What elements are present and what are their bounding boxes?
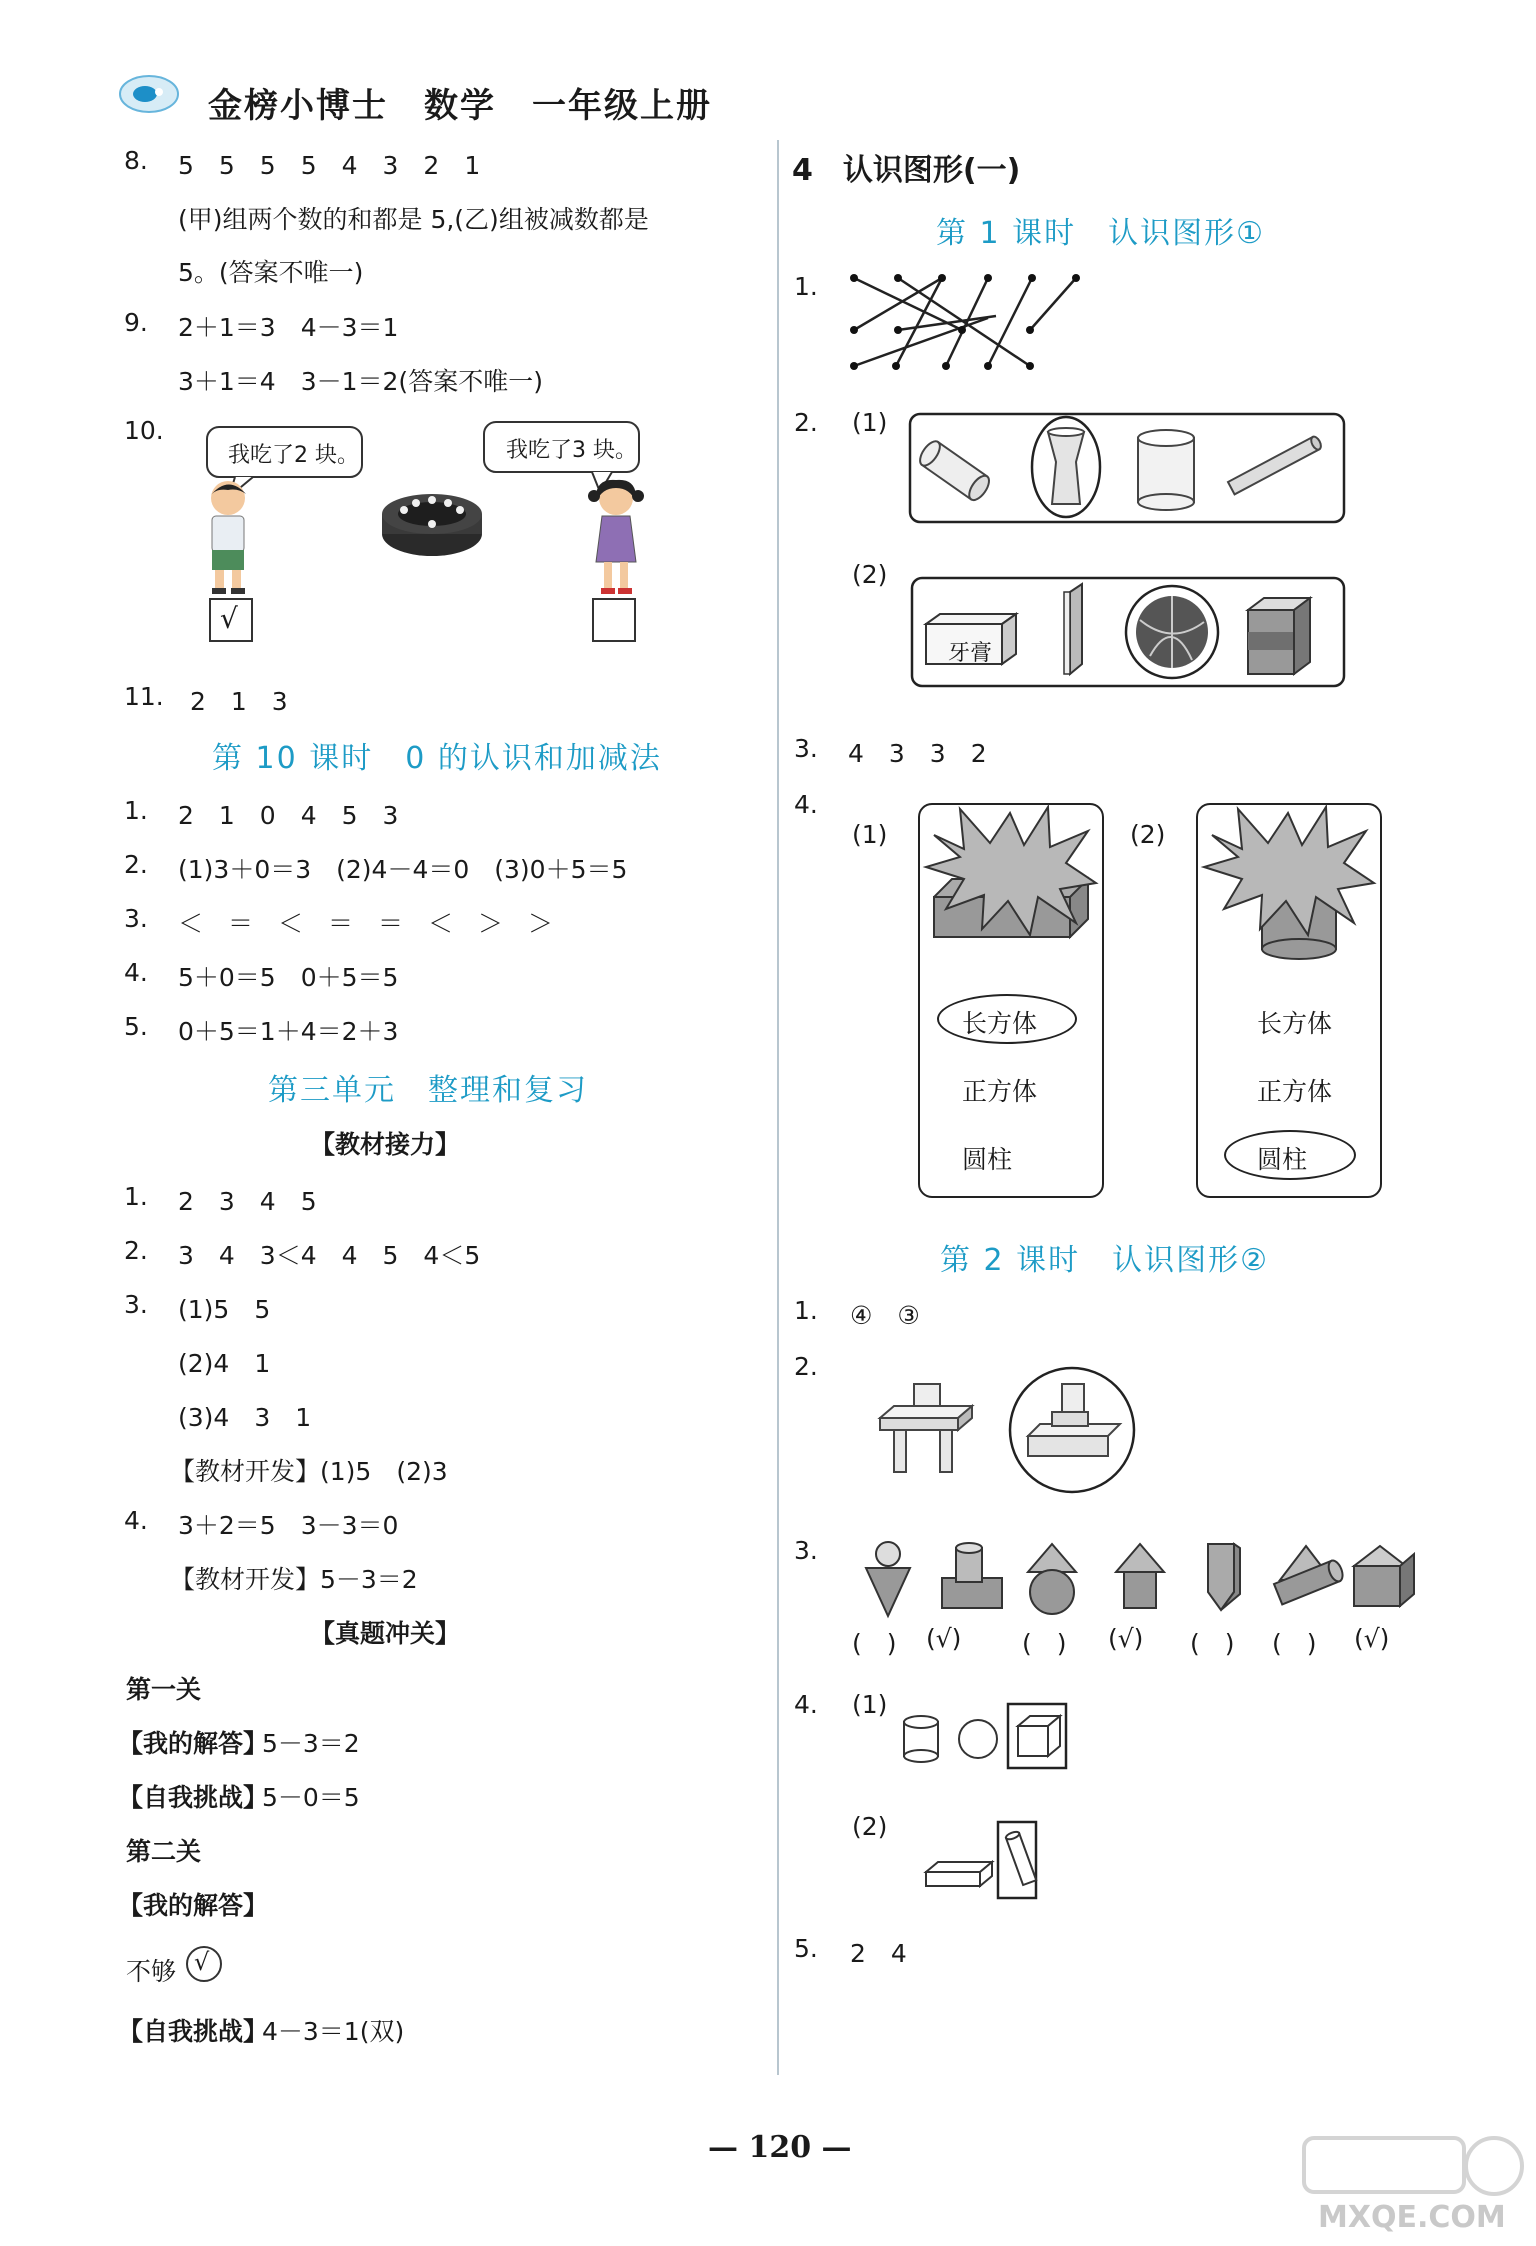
r2-number: 2. bbox=[794, 408, 818, 437]
s3-mark: (√) bbox=[1354, 1624, 1390, 1653]
r3-text: 4 3 3 2 bbox=[848, 739, 987, 768]
lesson2-title: 第 2 课时 认识图形② bbox=[940, 1243, 1270, 1278]
l10-1-num: 1. bbox=[124, 796, 148, 825]
r2-sub1: (1) bbox=[852, 408, 888, 437]
r4-card1-opt1: 长方体 bbox=[962, 1009, 1038, 1038]
jc-3-text: (1)5 5 bbox=[178, 1295, 271, 1324]
q10-number: 10. bbox=[124, 416, 164, 445]
s3-number: 3. bbox=[794, 1536, 818, 1565]
jc-4b-text: 【教材开发】5－3＝2 bbox=[170, 1565, 418, 1594]
s3-mark: (√) bbox=[1108, 1624, 1144, 1653]
jc-1-num: 1. bbox=[124, 1182, 148, 1211]
chal1-label: 【自我挑战】 bbox=[118, 1783, 269, 1812]
jc-4-text: 3＋2＝5 3－3＝0 bbox=[178, 1511, 399, 1540]
s5-number: 5. bbox=[794, 1934, 818, 1963]
q11-number: 11. bbox=[124, 682, 164, 711]
l10-5-text: 0＋5＝1＋4＝2＋3 bbox=[178, 1017, 399, 1046]
watermark-logo bbox=[1300, 2130, 1530, 2200]
ans2-label: 【我的解答】 bbox=[118, 1891, 269, 1920]
s3-mark: ( ) bbox=[1190, 1629, 1235, 1658]
l10-2-text: (1)3＋0＝3 (2)4－4＝0 (3)0＋5＝5 bbox=[178, 855, 628, 884]
r4-card1-figure bbox=[920, 805, 1102, 965]
l10-4-num: 4. bbox=[124, 958, 148, 987]
r2-box1-shapes bbox=[908, 412, 1346, 524]
q8-line3: 5。(答案不唯一) bbox=[178, 258, 364, 287]
r4-card2-opt1: 长方体 bbox=[1257, 1009, 1333, 1038]
page-number: — 120 — bbox=[708, 2130, 852, 2165]
ans1-text: 5－3＝2 bbox=[262, 1729, 360, 1758]
chal1-text: 5－0＝5 bbox=[262, 1783, 360, 1812]
l10-4-text: 5＋0＝5 0＋5＝5 bbox=[178, 963, 399, 992]
s3-shapes-row bbox=[860, 1540, 1420, 1618]
s4-sub1: (1) bbox=[852, 1690, 888, 1719]
jc-3c-text: (3)4 3 1 bbox=[178, 1403, 312, 1432]
toothpaste-label: 牙膏 bbox=[948, 641, 993, 666]
r4-card1-opt2: 正方体 bbox=[962, 1077, 1038, 1106]
r3-number: 3. bbox=[794, 734, 818, 763]
s3-mark: ( ) bbox=[852, 1629, 897, 1658]
r4-card1-opt3: 圆柱 bbox=[962, 1145, 1013, 1174]
boy-bubble-text: 我吃了2 块。 bbox=[228, 443, 359, 468]
zhenti-title: 【真题冲关】 bbox=[310, 1619, 461, 1648]
s3-mark: (√) bbox=[926, 1624, 962, 1653]
l10-5-num: 5. bbox=[124, 1012, 148, 1041]
q8-line1: 5 5 5 5 4 3 2 1 bbox=[178, 151, 481, 180]
jc-2-num: 2. bbox=[124, 1236, 148, 1265]
r4-card2-opt2: 正方体 bbox=[1257, 1077, 1333, 1106]
q8-line2: (甲)组两个数的和都是 5,(乙)组被减数都是 bbox=[178, 205, 649, 234]
jiaocai-title: 【教材接力】 bbox=[310, 1130, 461, 1159]
q9-number: 9. bbox=[124, 308, 148, 337]
r4-sub1: (1) bbox=[852, 820, 888, 849]
jc-3b-text: (2)4 1 bbox=[178, 1349, 271, 1378]
jc-2-text: 3 4 3＜4 4 5 4＜5 bbox=[178, 1241, 481, 1270]
guan2-label: 第二关 bbox=[126, 1837, 202, 1866]
jc-3d-text: 【教材开发】(1)5 (2)3 bbox=[170, 1457, 448, 1486]
s5-text: 2 4 bbox=[850, 1939, 907, 1968]
s2-figures bbox=[872, 1366, 1152, 1496]
chapter-title: 4 认识图形(一) bbox=[792, 153, 1021, 188]
girl-bubble-text: 我吃了3 块。 bbox=[506, 438, 637, 463]
r1-number: 1. bbox=[794, 272, 818, 301]
l10-3-num: 3. bbox=[124, 904, 148, 933]
r2-box2-shapes bbox=[910, 576, 1346, 688]
s3-mark: ( ) bbox=[1272, 1629, 1317, 1658]
not-enough-text: 不够 bbox=[126, 1957, 177, 1986]
l10-2-num: 2. bbox=[124, 850, 148, 879]
matching-lines-diagram bbox=[848, 268, 1088, 378]
girl-checkbox bbox=[592, 598, 636, 642]
s4-sub2-shapes bbox=[920, 1820, 1040, 1900]
l10-1-text: 2 1 0 4 5 3 bbox=[178, 801, 399, 830]
s3-mark: ( ) bbox=[1022, 1629, 1067, 1658]
logo-icon bbox=[118, 72, 180, 116]
lesson10-title: 第 10 课时 0 的认识和加减法 bbox=[212, 741, 662, 776]
ans1-label: 【我的解答】 bbox=[118, 1729, 269, 1758]
boy-figure bbox=[198, 478, 260, 596]
column-divider bbox=[777, 140, 779, 2075]
s4-sub2: (2) bbox=[852, 1812, 888, 1841]
l10-3-text: ＜ ＝ ＜ ＝ ＝ ＜ ＞ ＞ bbox=[178, 909, 554, 938]
jc-3-num: 3. bbox=[124, 1290, 148, 1319]
cake-image bbox=[380, 488, 485, 560]
s4-sub1-shapes bbox=[900, 1702, 1070, 1772]
lesson1-title: 第 1 课时 认识图形① bbox=[936, 216, 1266, 251]
s1-text: ④ ③ bbox=[850, 1301, 920, 1330]
r4-sub2: (2) bbox=[1130, 820, 1166, 849]
not-enough-check-mark: √ bbox=[194, 1948, 210, 1976]
r2-sub2: (2) bbox=[852, 560, 888, 589]
q9-line2: 3＋1＝4 3－1＝2(答案不唯一) bbox=[178, 367, 543, 396]
boy-check-mark: √ bbox=[220, 602, 238, 635]
s2-number: 2. bbox=[794, 1352, 818, 1381]
q9-line1: 2＋1＝3 4－3＝1 bbox=[178, 313, 399, 342]
s4-number: 4. bbox=[794, 1690, 818, 1719]
q11-line1: 2 1 3 bbox=[190, 687, 288, 716]
q8-number: 8. bbox=[124, 146, 148, 175]
girl-figure bbox=[586, 478, 648, 596]
unit3-title: 第三单元 整理和复习 bbox=[268, 1073, 588, 1108]
chal2-text: 4－3＝1(双) bbox=[262, 2017, 405, 2046]
guan1-label: 第一关 bbox=[126, 1675, 202, 1704]
jc-1-text: 2 3 4 5 bbox=[178, 1187, 317, 1216]
page-header-title: 金榜小博士 数学 一年级上册 bbox=[208, 86, 712, 126]
r4-card2-opt3: 圆柱 bbox=[1257, 1145, 1308, 1174]
table-structure bbox=[880, 1384, 972, 1472]
r4-card2-figure bbox=[1198, 805, 1380, 970]
jc-4-num: 4. bbox=[124, 1506, 148, 1535]
chal2-label: 【自我挑战】 bbox=[118, 2017, 269, 2046]
s1-number: 1. bbox=[794, 1296, 818, 1325]
r4-number: 4. bbox=[794, 790, 818, 819]
watermark-text: MXQE.COM bbox=[1318, 2200, 1506, 2235]
